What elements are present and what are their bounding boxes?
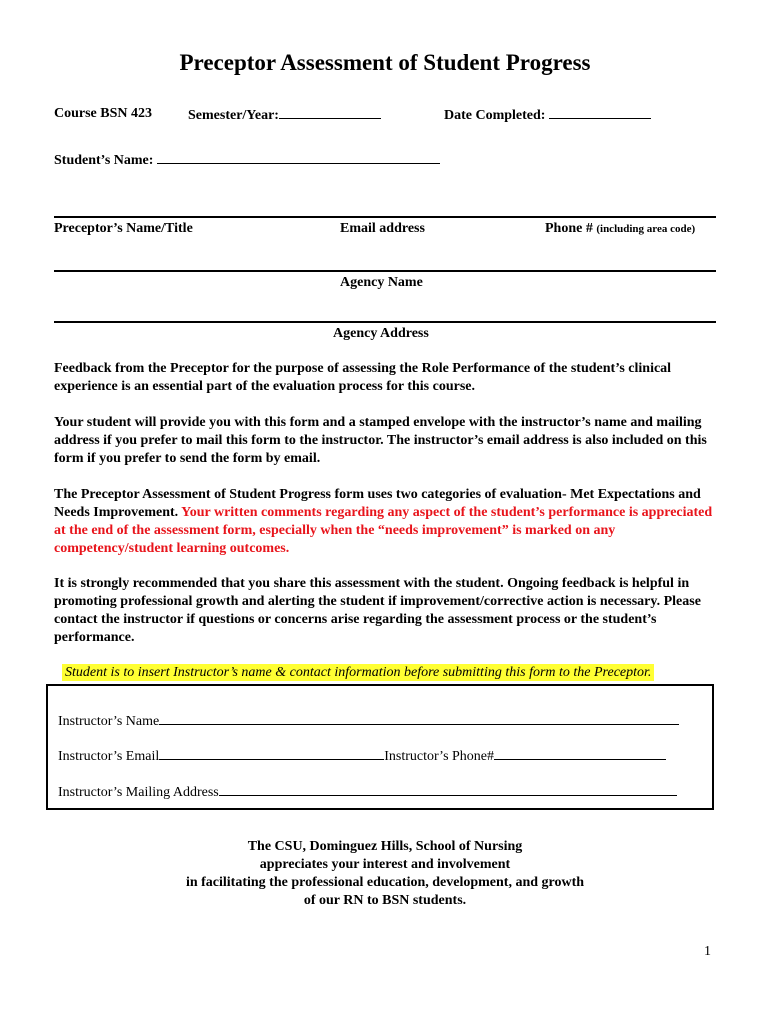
paragraph-form-delivery: Your student will provide you with this form and a stamped envelope with the instructor’s name and mailing address if you prefer to mail this form to the instructor. The instructor’s email address is also included on this form if you prefer to send the form by email.	[54, 415, 707, 466]
paragraph-categories	[54, 486, 718, 558]
closing-line-2: appreciates your interest and involvement	[259, 857, 511, 872]
categories-text: The Preceptor Assessment of Student Progress form uses two categories of evaluation- Met Expectations and Needs Improvement.	[54, 487, 701, 520]
comments-request-text: Your written comments regarding any aspect of the student’s performance is appreciated at the end of the assessment form, especially when the “needs improvement” is marked on any competency/student learning outcomes.	[54, 505, 713, 556]
student-name-blank[interactable]	[157, 151, 440, 164]
semester-label: Semester/Year:	[188, 108, 279, 123]
page-number: 1	[704, 944, 711, 959]
date-completed-label: Date Completed:	[444, 108, 546, 123]
instructor-address-label: Instructor’s Mailing Address	[58, 785, 219, 800]
instructor-name-blank[interactable]	[159, 712, 679, 725]
instructor-phone-blank[interactable]	[494, 747, 666, 760]
agency-name-line[interactable]	[54, 270, 716, 272]
closing-line-1: The CSU, Dominguez Hills, School of Nursing	[247, 839, 523, 854]
instructor-address-field[interactable]	[58, 783, 677, 801]
page-title: Preceptor Assessment of Student Progress	[179, 50, 591, 75]
instructor-info-note: Student is to insert Instructor’s name & contact information before submitting this form to the Preceptor.	[62, 664, 654, 681]
agency-name-label: Agency Name	[340, 275, 423, 290]
instructor-phone-label: Instructor’s Phone#	[384, 749, 495, 764]
instructor-email-blank[interactable]	[159, 747, 384, 760]
date-completed-blank[interactable]	[549, 106, 651, 119]
instructor-email-label: Instructor’s Email	[58, 749, 160, 764]
email-address-label: Email address	[340, 221, 425, 236]
highlight-note-wrap	[62, 663, 654, 681]
agency-address-line[interactable]	[54, 321, 716, 323]
closing-line-3: in facilitating the professional education, development, and growth	[185, 875, 585, 890]
phone-note: (including area code)	[596, 223, 696, 235]
phone-label-group	[545, 221, 695, 237]
closing-line-4: of our RN to BSN students.	[303, 893, 467, 908]
closing-message	[0, 838, 770, 910]
phone-label: Phone #	[545, 221, 593, 236]
instructor-info-box	[46, 684, 714, 810]
instructor-address-blank[interactable]	[219, 783, 677, 796]
instructor-email-field[interactable]	[58, 747, 666, 765]
student-name-field[interactable]	[54, 151, 440, 169]
date-completed-field[interactable]	[444, 106, 651, 124]
paragraph-recommendation: It is strongly recommended that you share this assessment with the student. Ongoing feedback is helpful in promoting professional growth and alerting the student if improvement/corrective action is necessary. Please contact the instructor if questions or concerns arise regarding the assessment process or the student’s performance.	[54, 576, 701, 645]
instructor-name-label: Instructor’s Name	[58, 714, 160, 729]
semester-field[interactable]	[188, 106, 381, 124]
preceptor-name-label: Preceptor’s Name/Title	[54, 221, 193, 236]
instructor-name-field[interactable]	[58, 712, 679, 730]
course-label: Course BSN 423	[54, 106, 153, 121]
paragraph-feedback: Feedback from the Preceptor for the purpose of assessing the Role Performance of the student’s clinical experience is an essential part of the evaluation process for this course.	[54, 361, 672, 394]
semester-blank[interactable]	[279, 106, 381, 119]
agency-address-label: Agency Address	[333, 326, 429, 341]
preceptor-info-line[interactable]	[54, 216, 716, 218]
student-name-label: Student’s Name:	[54, 153, 154, 168]
